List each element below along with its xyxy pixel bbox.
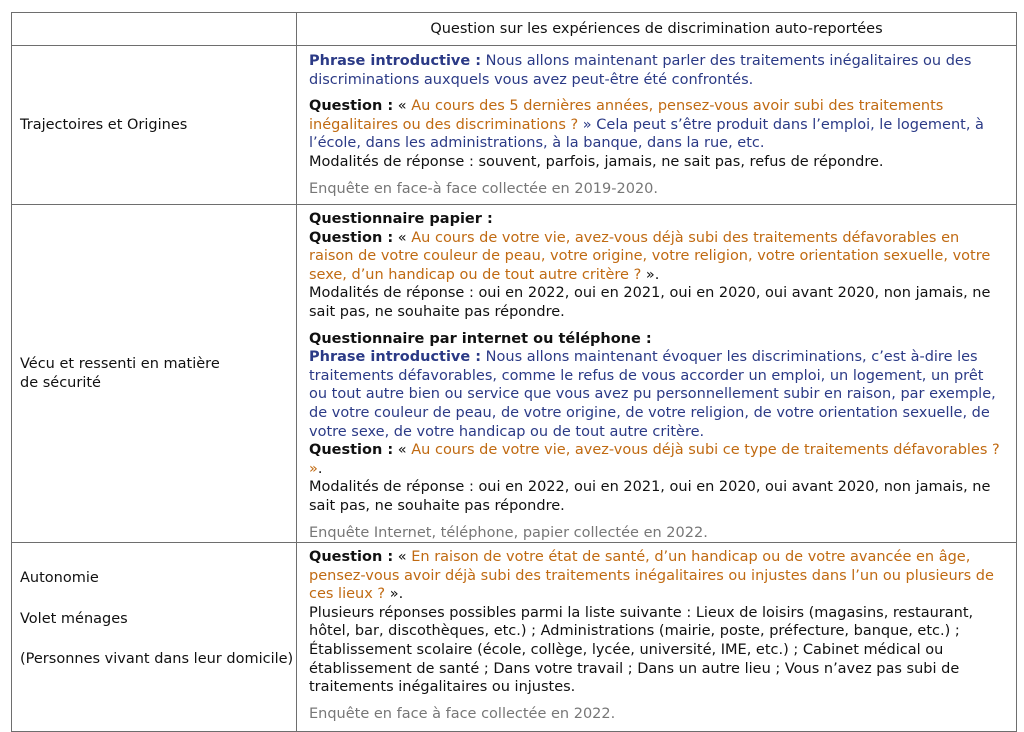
question-label: Question : [309, 442, 394, 459]
web-answer-options: Modalités de réponse : oui en 2022, oui en 2021, oui en 2020, oui avant 2020, non jamais, ne sait pas, ne souhaite pas répondre. [309, 479, 991, 514]
intro-label: Phrase introductive : [309, 349, 482, 366]
quote-close: ». [641, 266, 660, 283]
intro-text: Nous allons maintenant évoquer les discriminations, c’est à-dire les traitements défavorables, comme le refus de vous accorder un emploi, un logement, un prêt ou tout autre bien ou service que vous avez pu personnellement subir en raison, par exemple, de votre couleur de peau, de votre origine, de votre religion, de votre orientation sexuelle, de votre sexe, de votre handicap ou de tout autre critère. [309, 349, 996, 440]
quote-open: « [393, 549, 412, 566]
survey-name: Autonomie [20, 570, 99, 587]
paper-answer-options: Modalités de réponse : oui en 2022, oui en 2021, oui en 2020, oui avant 2020, non jamais, ne sait pas, ne souhaite pas répondre. [309, 285, 991, 320]
header-left-cell [12, 13, 297, 46]
question-wording: Au cours de votre vie, avez-vous déjà subi ce type de traitements défavorables ? » [309, 442, 1000, 477]
survey-population: (Personnes vivant dans leur domicile) [20, 651, 294, 668]
question-label: Question : [309, 98, 394, 115]
quote-close: . [317, 460, 323, 477]
survey-name-cell [12, 46, 297, 205]
header-right-cell: Question sur les expériences de discrimination auto-reportées [297, 13, 1017, 46]
question-context: » Cela peut s’être produit dans l’emploi, le logement, à l’école, dans les administrations, à la banque, dans la rue, etc. [309, 116, 984, 152]
survey-name-line-1: Vécu et ressenti en matière [20, 356, 220, 373]
question-cell [297, 543, 1017, 732]
survey-source: Enquête Internet, téléphone, papier collectée en 2022. [309, 524, 708, 541]
answer-options: Plusieurs réponses possibles parmi la liste suivante : Lieux de loisirs (magasins, restaurant, hôtel, bar, discothèques, etc.) ; Administrations (mairie, poste, préfecture, banque, etc.) ; Établissement scolaire (école, collège, lycée, université, IME, etc.) ; Cabinet médical ou établissement de santé ; Dans votre travail ; Dans un autre lieu ; Vous n’avez pas subi de traitements inégalitaires ou injustes. [309, 604, 974, 696]
survey-source: Enquête en face à face collectée en 2022. [309, 705, 616, 722]
answer-options: Modalités de réponse : souvent, parfois, jamais, ne sait pas, refus de répondre. [309, 153, 884, 170]
survey-source: Enquête en face-à face collectée en 2019-2020. [309, 180, 658, 197]
intro-label: Phrase introductive : [309, 53, 482, 69]
question-wording: En raison de votre état de santé, d’un handicap ou de votre avancée en âge, pensez-vous avoir déjà subi des traitements inégalitaires ou injustes dans l’un ou plusieurs de ces lieux ? [309, 549, 994, 603]
question-label: Question : [309, 229, 394, 246]
survey-name-cell [12, 543, 297, 732]
question-text [309, 97, 1006, 153]
question-wording: Au cours de votre vie, avez-vous déjà subi des traitements défavorables en raison de votre couleur de peau, votre origine, votre religion, votre orientation sexuelle, votre sexe, d’un handicap ou de tout autre critère ? [309, 229, 991, 283]
survey-name-line-2: de sécurité [20, 374, 101, 391]
question-label: Question : [309, 549, 394, 566]
table-header-row [12, 13, 1017, 46]
question-wording: Au cours des 5 dernières années, pensez-vous avoir subi des traitements inégalitaires ou des discriminations ? [309, 98, 944, 133]
paper-heading: Questionnaire papier : [309, 211, 493, 227]
survey-name: Trajectoires et Origines [20, 116, 188, 133]
table-row [12, 543, 1017, 732]
question-cell [297, 205, 1017, 543]
table-row [12, 46, 1017, 205]
quote-open: « [393, 98, 412, 115]
question-text [309, 548, 1006, 604]
intro-sentence [309, 348, 1006, 441]
paper-question [309, 229, 1006, 285]
web-question [309, 441, 1006, 478]
discrimination-questions-table [11, 12, 1017, 732]
intro-text: Nous allons maintenant parler des traitements inégalitaires ou des discriminations auxquels vous avez peut-être été confrontés. [309, 53, 972, 88]
survey-subsection: Volet ménages [20, 610, 128, 627]
intro-sentence [309, 52, 1006, 89]
question-cell [297, 46, 1017, 205]
quote-close: ». [385, 586, 404, 603]
quote-open: « [393, 229, 412, 246]
web-heading: Questionnaire par internet ou téléphone : [309, 330, 652, 347]
table-row [12, 205, 1017, 543]
survey-name-cell [12, 205, 297, 543]
quote-open: « [393, 442, 412, 459]
